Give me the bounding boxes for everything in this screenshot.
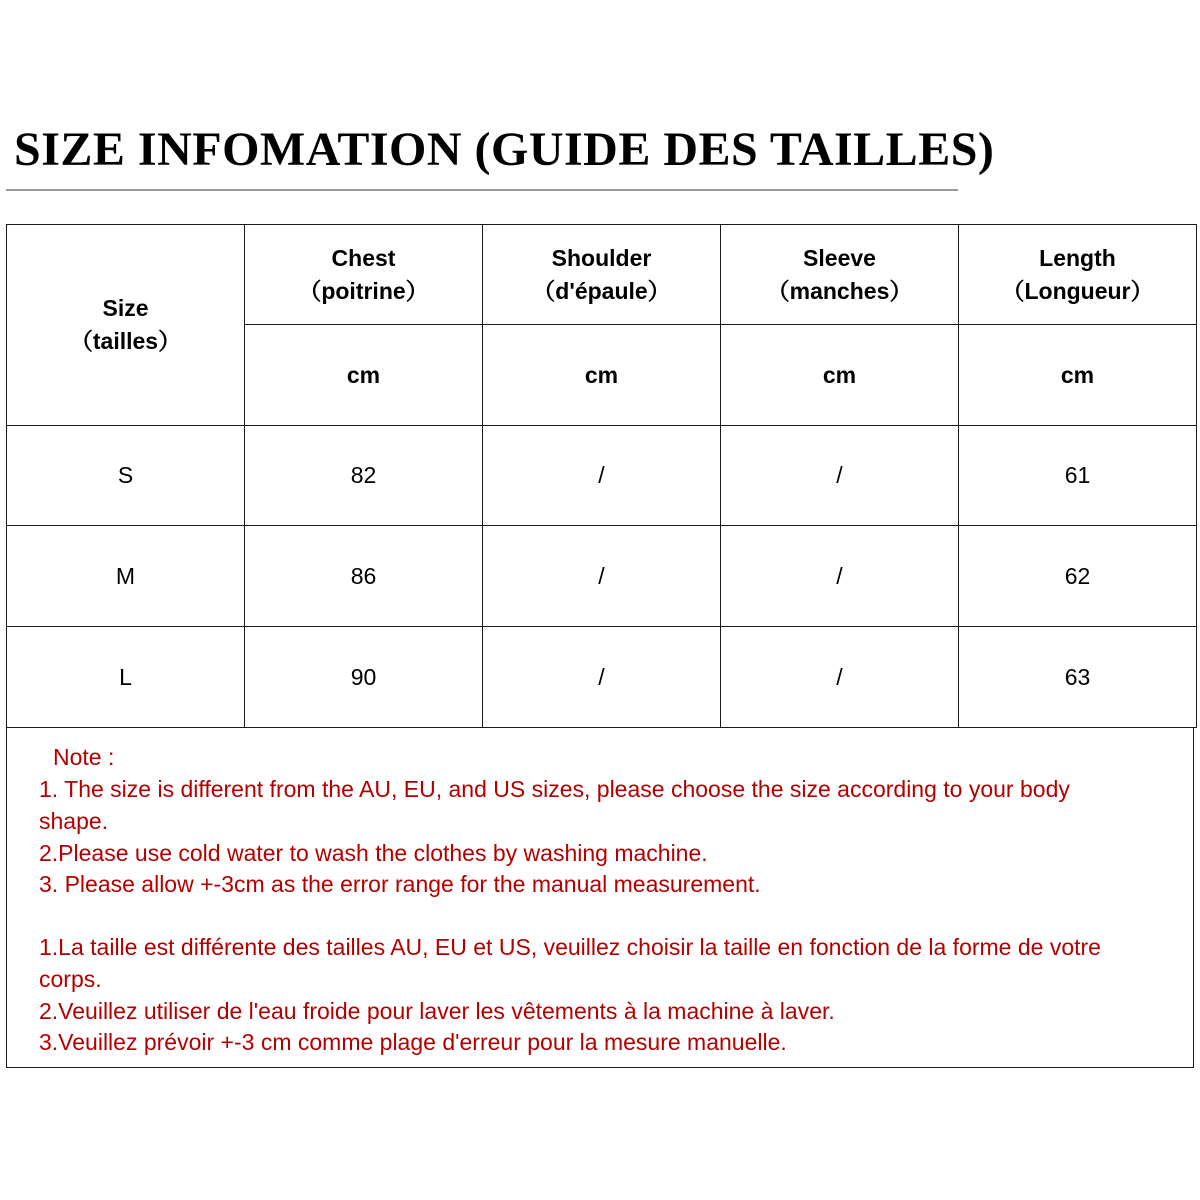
chest-cell: 86 [245, 526, 483, 627]
chest-header-label: Chest [331, 244, 396, 271]
shoulder-cell: / [483, 526, 721, 627]
note-line: 2.Veuillez utiliser de l'eau froide pour laver les vêtements à la machine à laver. [39, 998, 835, 1024]
chest-unit: cm [245, 325, 483, 426]
sleeve-unit: cm [721, 325, 959, 426]
table-row [7, 426, 1197, 526]
sleeve-header-sublabel: （manches） [766, 277, 913, 304]
header-row [7, 225, 1197, 325]
length-header-label: Length [1039, 244, 1116, 271]
sleeve-header-label: Sleeve [803, 244, 876, 271]
shoulder-cell: / [483, 426, 721, 526]
sleeve-cell: / [721, 627, 959, 728]
sleeve-header-cell [721, 225, 959, 325]
size-header-cell [7, 225, 245, 426]
table-row [7, 627, 1197, 728]
note-line: 1. The size is different from the AU, EU, and US sizes, please choose the size according to your body [39, 776, 1070, 802]
shoulder-header-label: Shoulder [551, 244, 652, 271]
length-header-sublabel: （Longueur） [1001, 277, 1154, 304]
table-row [7, 526, 1197, 627]
chest-cell: 82 [245, 426, 483, 526]
length-cell: 62 [959, 526, 1197, 627]
title-underline [6, 189, 958, 191]
shoulder-unit: cm [483, 325, 721, 426]
notes-box [6, 727, 1194, 1068]
shoulder-header-cell [483, 225, 721, 325]
note-line: 2.Please use cold water to wash the clothes by washing machine. [39, 840, 708, 866]
notes-heading: Note : [53, 744, 115, 770]
chest-header-sublabel: （poitrine） [298, 277, 429, 304]
chest-cell: 90 [245, 627, 483, 728]
chest-header-cell [245, 225, 483, 325]
page-title: SIZE INFOMATION (GUIDE DES TAILLES) [14, 123, 995, 176]
note-line: 1.La taille est différente des tailles AU, EU et US, veuillez choisir la taille en fonction de la forme de votre [39, 934, 1101, 960]
sleeve-cell: / [721, 426, 959, 526]
size-header-label: Size [102, 295, 149, 321]
size-cell: S [7, 426, 245, 526]
shoulder-cell: / [483, 627, 721, 728]
size-cell: L [7, 627, 245, 728]
note-line: 3. Please allow +-3cm as the error range for the manual measurement. [39, 871, 761, 897]
size-cell: M [7, 526, 245, 627]
length-cell: 63 [959, 627, 1197, 728]
sleeve-cell: / [721, 526, 959, 627]
note-line: 3.Veuillez prévoir +-3 cm comme plage d'erreur pour la mesure manuelle. [39, 1029, 787, 1055]
size-header-sublabel: （tailles） [69, 328, 182, 354]
size-table [6, 224, 1197, 728]
note-line: shape. [39, 808, 109, 834]
shoulder-header-sublabel: （d'épaule） [532, 277, 671, 304]
length-header-cell [959, 225, 1197, 325]
length-unit: cm [959, 325, 1197, 426]
note-line: corps. [39, 966, 102, 992]
length-cell: 61 [959, 426, 1197, 526]
